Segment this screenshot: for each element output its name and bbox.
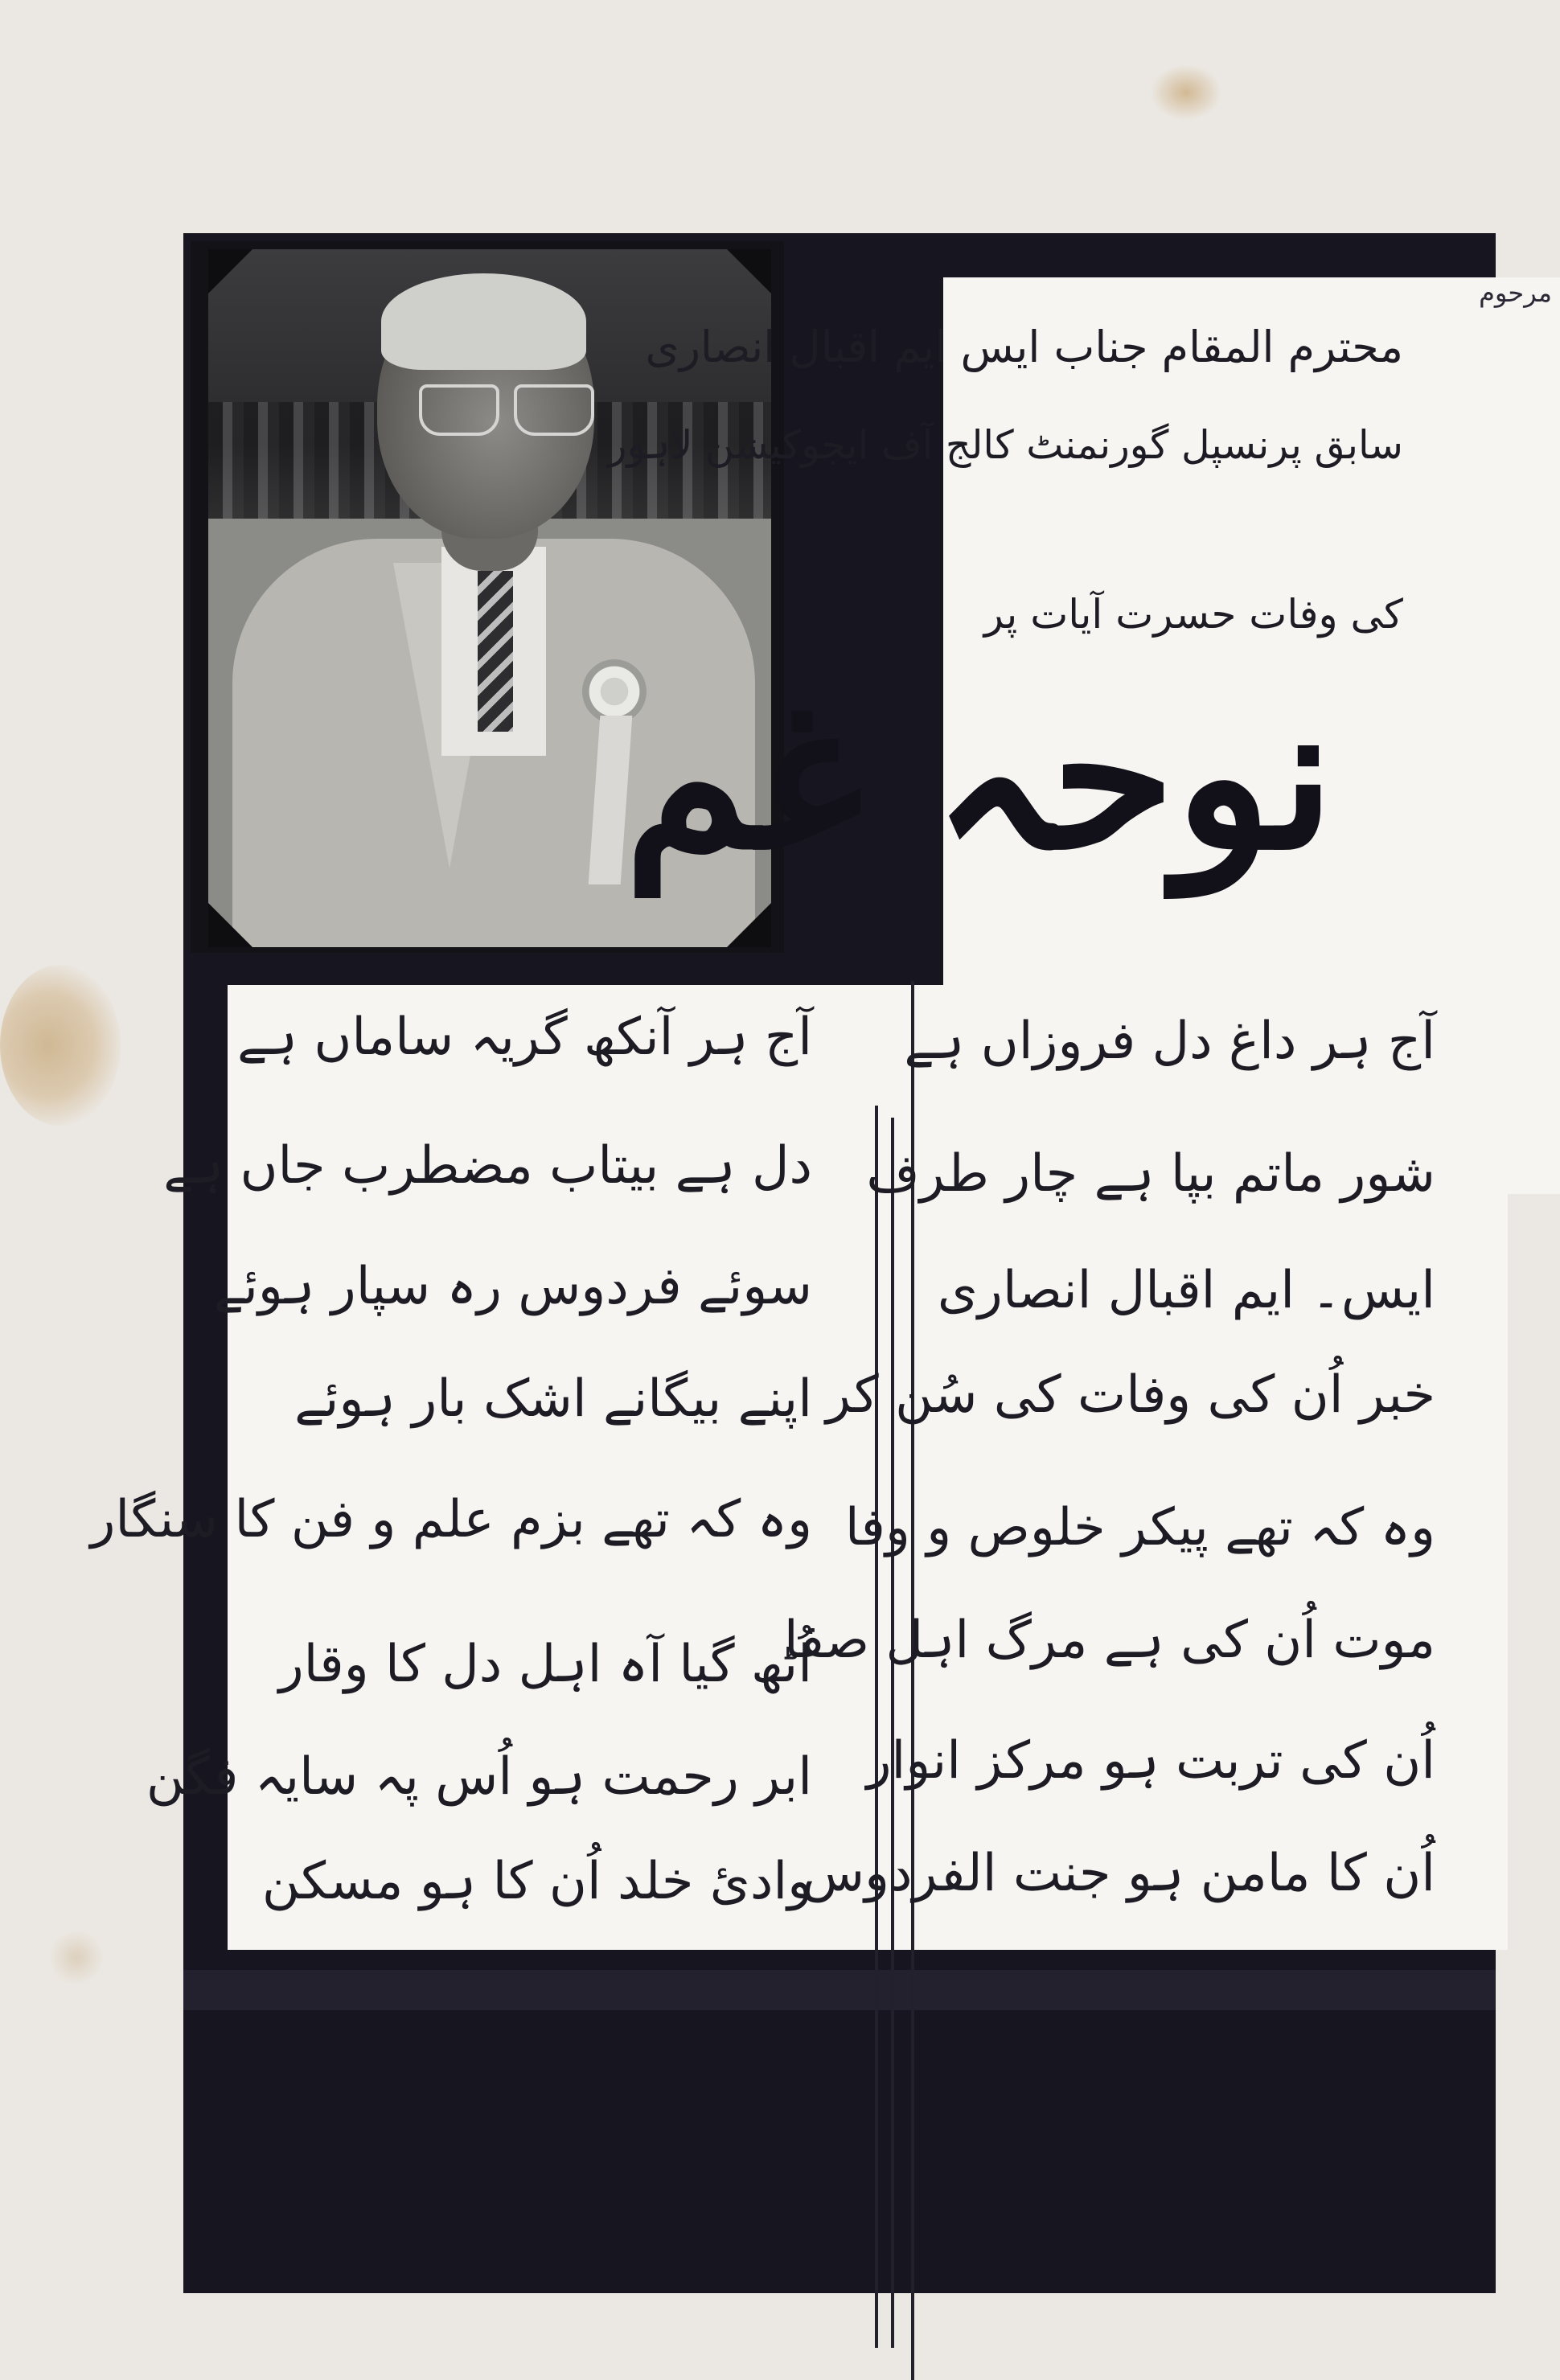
heading-line: محترم المقام جناب ایس ایم اقبال انصاری (645, 322, 1403, 372)
verse-line: ابر رحمت ہو اُس پہ سایہ فگن (146, 1747, 812, 1807)
late-label: مرحوم (1479, 277, 1552, 308)
paper-stain (1150, 64, 1222, 121)
paper-stain (48, 1930, 105, 1986)
verse-line: موت اُن کی ہے مرگ اہل صفا (783, 1611, 1435, 1670)
verse-line: ایس۔ ایم اقبال انصاری (937, 1261, 1435, 1320)
frame-bottom-band (183, 1970, 1496, 2010)
verse-line: سوئے فردوس رہ سپار ہوئے (213, 1257, 812, 1316)
elegy-title: نوحہ غم (624, 658, 1335, 894)
verse-line: دل ہے بیتاب مضطرب جاں ہے (163, 1136, 812, 1196)
verse-line: اُن کی تربت ہو مرکز انوار (866, 1731, 1435, 1791)
photo-corner (208, 249, 252, 293)
verse-line: وہ کہ تھے پیکر خلوص و وفا (844, 1498, 1435, 1557)
heading-line: سابق پرنسپل گورنمنٹ کالج آف ایجوکیشن لاہور (607, 422, 1403, 468)
verse-line: خبر اُن کی وفات کی سُن کر (825, 1365, 1435, 1425)
glasses (419, 384, 596, 433)
paper-stain (0, 965, 121, 1126)
verse-line: وہ کہ تھے بزم علم و فن کا سنگار (90, 1490, 812, 1549)
verse-line: اُٹھ گیا آہ اہل دل کا وقار (278, 1635, 812, 1694)
heading-line: کی وفات حسرت آیات پر (983, 591, 1403, 638)
verse-line: آج ہر آنکھ گریہ ساماں ہے (237, 1007, 812, 1067)
verse-line: اُن کا مامن ہو جنت الفردوس (801, 1844, 1435, 1903)
verse-line: وادیٔ خلد اُن کا ہو مسکن (261, 1852, 812, 1911)
column-divider (875, 1106, 878, 2348)
verse-line: آج ہر داغ دل فروزاں ہے (904, 1012, 1435, 1071)
verse-line: شور ماتم بپا ہے چار طرف (866, 1144, 1435, 1204)
verse-line: اپنے بیگانے اشک بار ہوئے (294, 1369, 812, 1429)
photo-corner (727, 249, 771, 293)
